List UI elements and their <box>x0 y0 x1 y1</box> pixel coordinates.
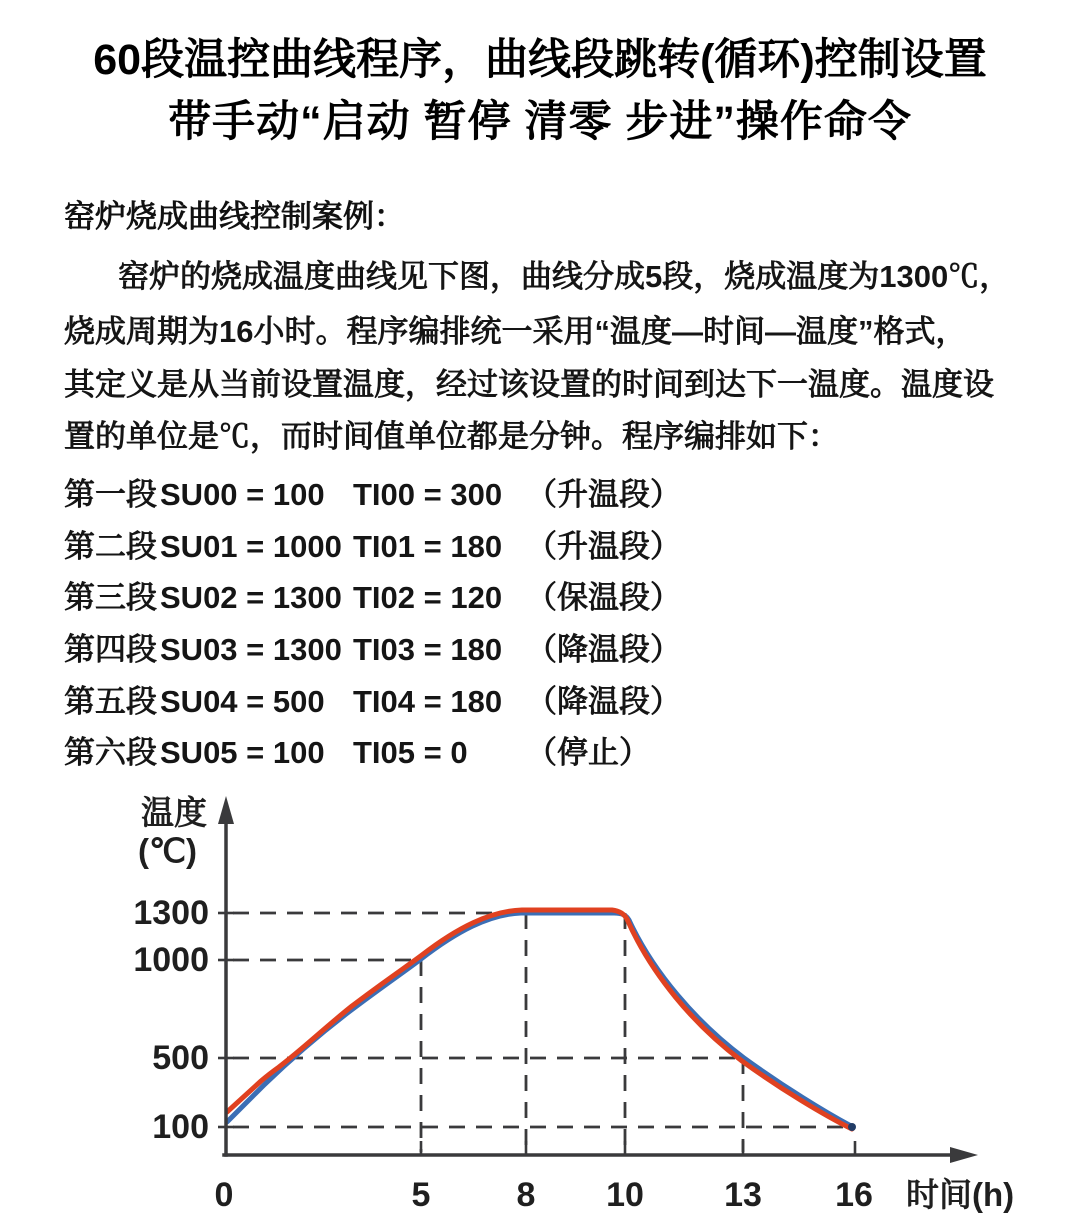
segment-ti-value: TI03 = 180 <box>353 632 503 667</box>
segment-note: （保温段） <box>526 580 681 615</box>
program-row <box>64 527 1024 567</box>
page-title-line2: 带手动“启动 暂停 清零 步进”操作命令 <box>168 98 912 146</box>
curve-end-point <box>848 1123 856 1131</box>
paragraph-line: 置的单位是℃，而时间值单位都是分钟。程序编排如下： <box>64 419 839 454</box>
case-heading: 窑炉烧成曲线控制案例： <box>64 199 405 234</box>
segment-note: （升温段） <box>526 529 681 564</box>
segment-ti-value: TI01 = 180 <box>353 529 503 564</box>
x-axis-arrow-icon <box>950 1147 978 1163</box>
program-row <box>64 682 1024 722</box>
y-tick-label-1000: 1000 <box>133 941 209 979</box>
temperature-curve-chart <box>0 790 1080 1223</box>
paragraph-line: 窑炉的烧成温度曲线见下图，曲线分成5段，烧成温度为1300℃， <box>118 259 1011 294</box>
x-tick-label-10: 10 <box>606 1176 644 1214</box>
segment-ti-value: TI05 = 0 <box>353 735 468 770</box>
segment-ti-value: TI02 = 120 <box>353 580 503 615</box>
y-axis-label: 温度 <box>141 794 207 831</box>
segment-ti-value: TI04 = 180 <box>353 684 503 719</box>
segment-label: 第三段 <box>64 580 157 615</box>
x-tick-label-0: 0 <box>214 1176 234 1214</box>
paragraph-line: 烧成周期为16小时。程序编排统一采用“温度—时间—温度”格式， <box>64 314 967 349</box>
segment-note: （升温段） <box>526 477 681 512</box>
y-tick-label-100: 100 <box>152 1108 209 1146</box>
y-tick-label-1300: 1300 <box>133 894 209 932</box>
paragraph-line: 其定义是从当前设置温度，经过该设置的时间到达下一温度。温度设 <box>64 367 994 402</box>
program-row <box>64 475 1024 515</box>
segment-su-value: SU04 = 500 <box>160 684 325 719</box>
segment-label: 第二段 <box>64 529 157 564</box>
segment-ti-value: TI00 = 300 <box>353 477 503 512</box>
x-axis-label: 时间(h) <box>906 1176 1015 1213</box>
red-set-curve <box>227 910 852 1129</box>
program-row <box>64 630 1024 670</box>
segment-su-value: SU00 = 100 <box>160 477 325 512</box>
segment-note: （停止） <box>526 735 650 770</box>
segment-label: 第一段 <box>64 477 157 512</box>
x-tick-label-16: 16 <box>835 1176 873 1214</box>
y-axis-unit-label: (℃) <box>138 832 198 869</box>
segment-label: 第五段 <box>64 684 157 719</box>
y-tick-label-500: 500 <box>152 1039 209 1077</box>
x-tick-label-8: 8 <box>516 1176 536 1214</box>
segment-su-value: SU01 = 1000 <box>160 529 342 564</box>
segment-label: 第六段 <box>64 735 157 770</box>
x-tick-label-5: 5 <box>411 1176 431 1214</box>
segment-su-value: SU05 = 100 <box>160 735 325 770</box>
blue-actual-curve <box>227 913 851 1126</box>
y-axis-arrow-icon <box>218 796 234 824</box>
segment-label: 第四段 <box>64 632 157 667</box>
program-row <box>64 733 1024 773</box>
program-row <box>64 578 1024 618</box>
segment-note: （降温段） <box>526 684 681 719</box>
segment-su-value: SU03 = 1300 <box>160 632 342 667</box>
segment-note: （降温段） <box>526 632 681 667</box>
x-tick-label-13: 13 <box>724 1176 762 1214</box>
segment-su-value: SU02 = 1300 <box>160 580 342 615</box>
page-title-line1: 60段温控曲线程序，曲线段跳转(循环)控制设置 <box>93 36 987 84</box>
